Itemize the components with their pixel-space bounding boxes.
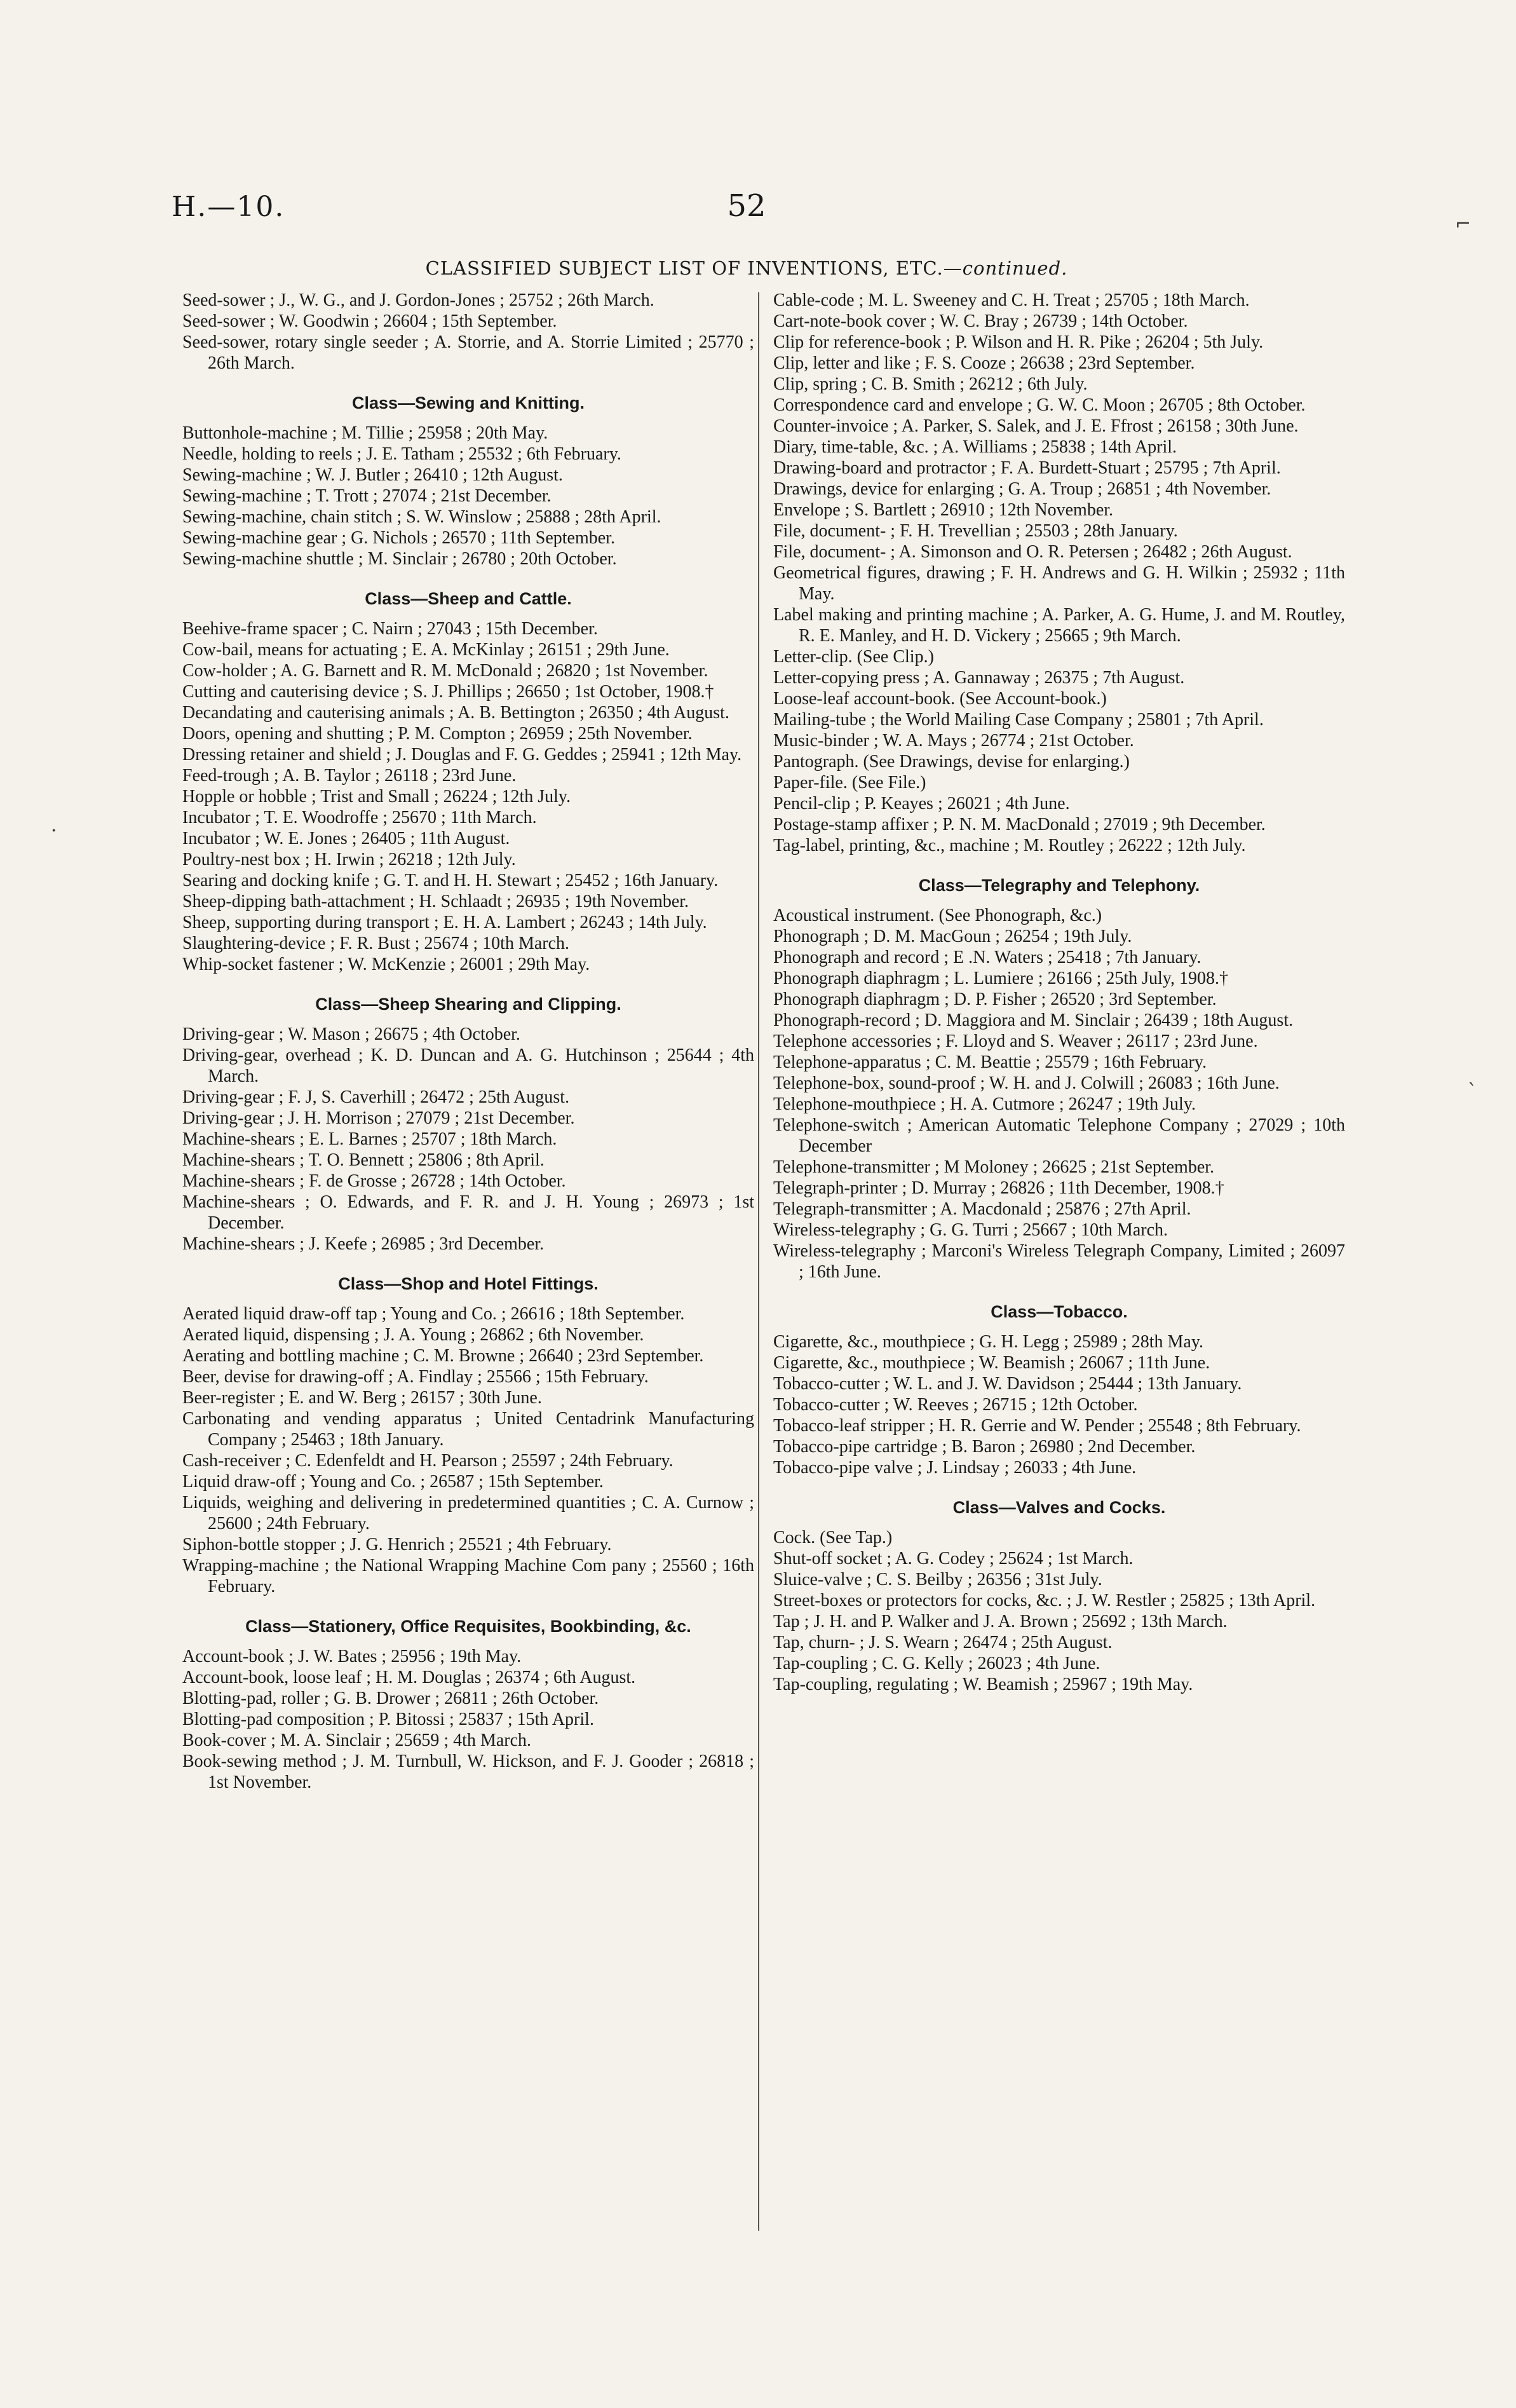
list-item: Drawing-board and protractor ; F. A. Burdett-Stuart ; 25795 ; 7th April. [773, 458, 1281, 478]
list-item: Liquids, weighing and delivering in predetermined quantities ; C. A. Curnow ; 25600 ; 24th February. [182, 1493, 754, 1534]
list-item: Siphon-bottle stopper ; J. G. Henrich ; 25521 ; 4th February. [182, 1535, 612, 1554]
page-title [172, 257, 1322, 279]
section-seed-continued [182, 290, 754, 374]
list-item: Telephone-switch ; American Automatic Telephone Company ; 27029 ; 10th December [773, 1115, 1345, 1156]
list-item: Wireless-telegraphy ; G. G. Turri ; 25667 ; 10th March. [773, 1220, 1168, 1240]
list-item: Cable-code ; M. L. Sweeney and C. H. Treat ; 25705 ; 18th March. [773, 290, 1250, 310]
list-item: Incubator ; W. E. Jones ; 26405 ; 11th August. [182, 829, 510, 848]
list-item: Sluice-valve ; C. S. Beilby ; 26356 ; 31st July. [773, 1570, 1102, 1589]
list-item: Seed-sower ; J., W. G., and J. Gordon-Jones ; 25752 ; 26th March. [182, 290, 654, 310]
list-item: Cash-receiver ; C. Edenfeldt and H. Pearson ; 25597 ; 24th February. [182, 1451, 673, 1471]
section-heading: Class—Telegraphy and Telephony. [918, 876, 1200, 895]
list-item: Doors, opening and shutting ; P. M. Compton ; 26959 ; 25th November. [182, 724, 693, 744]
list-item: Buttonhole-machine ; M. Tillie ; 25958 ; 20th May. [182, 423, 548, 443]
list-item: Account-book ; J. W. Bates ; 25956 ; 19th May. [182, 1647, 522, 1666]
section-heading: Class—Sheep and Cattle. [365, 589, 572, 608]
list-item: Sewing-machine gear ; G. Nichols ; 26570 ; 11th September. [182, 528, 615, 548]
list-item: Driving-gear ; J. H. Morrison ; 27079 ; 21st December. [182, 1108, 575, 1128]
list-item: Machine-shears ; F. de Grosse ; 26728 ; 14th October. [182, 1171, 566, 1191]
list-item: Tobacco-pipe valve ; J. Lindsay ; 26033 ; 4th June. [773, 1458, 1137, 1478]
list-item: Cock. (See Tap.) [773, 1528, 893, 1548]
list-item: Tobacco-cutter ; W. Reeves ; 26715 ; 12th October. [773, 1395, 1138, 1415]
list-item: Cart-note-book cover ; W. C. Bray ; 26739 ; 14th October. [773, 311, 1188, 331]
list-item: Machine-shears ; T. O. Bennett ; 25806 ; 8th April. [182, 1150, 545, 1170]
list-item: File, document- ; F. H. Trevellian ; 25503 ; 28th January. [773, 521, 1178, 541]
list-item: Machine-shears ; E. L. Barnes ; 25707 ; 18th March. [182, 1129, 557, 1149]
list-item: Sewing-machine ; T. Trott ; 27074 ; 21st December. [182, 486, 552, 506]
list-item: Acoustical instrument. (See Phonograph, &c.) [773, 906, 1102, 925]
list-item: Machine-shears ; O. Edwards, and F. R. and J. H. Young ; 26973 ; 1st December. [182, 1192, 754, 1233]
section-sheep [182, 618, 754, 975]
list-item: Cutting and cauterising device ; S. J. Phillips ; 26650 ; 1st October, 1908.† [182, 682, 714, 702]
page-title-main: CLASSIFIED SUBJECT LIST OF INVENTIONS, ETC.— [425, 257, 963, 279]
list-item: Account-book, loose leaf ; H. M. Douglas ; 26374 ; 6th August. [182, 1668, 636, 1687]
list-item: Telephone-mouthpiece ; H. A. Cutmore ; 26247 ; 19th July. [773, 1094, 1196, 1114]
list-item: Seed-sower, rotary single seeder ; A. Storrie, and A. Storrie Limited ; 25770 ; 26th March. [182, 332, 754, 373]
page-number: 52 [727, 188, 766, 224]
list-item: Label making and printing machine ; A. Parker, A. G. Hume, J. and M. Routley, R. E. Manley, and H. D. Vickery ; 25665 ; 9th March. [773, 605, 1345, 646]
list-item: Tobacco-cutter ; W. L. and J. W. Davidson ; 25444 ; 13th January. [773, 1374, 1242, 1394]
list-item: Tag-label, printing, &c., machine ; M. Routley ; 26222 ; 12th July. [773, 836, 1246, 855]
list-item: Beer-register ; E. and W. Berg ; 26157 ; 30th June. [182, 1388, 542, 1408]
section-tobacco [773, 1331, 1345, 1478]
list-item: Beehive-frame spacer ; C. Nairn ; 27043 ; 15th December. [182, 619, 598, 639]
list-item: Seed-sower ; W. Goodwin ; 26604 ; 15th September. [182, 311, 557, 331]
page-header [172, 188, 1322, 235]
margin-mark: ` [1468, 1080, 1477, 1103]
list-item: Telephone accessories ; F. Lloyd and S. Weaver ; 26117 ; 23rd June. [773, 1031, 1258, 1051]
section-heading: Class—Tobacco. [991, 1302, 1128, 1321]
list-item: Music-binder ; W. A. Mays ; 26774 ; 21st October. [773, 731, 1134, 751]
section-shearing [182, 1024, 754, 1255]
list-item: Driving-gear ; W. Mason ; 26675 ; 4th October. [182, 1024, 520, 1044]
list-item: Clip, letter and like ; F. S. Cooze ; 26638 ; 23rd September. [773, 353, 1195, 373]
list-item: Cow-holder ; A. G. Barnett and R. M. McDonald ; 26820 ; 1st November. [182, 661, 708, 681]
list-item: Postage-stamp affixer ; P. N. M. MacDonald ; 27019 ; 9th December. [773, 815, 1266, 834]
list-item: Liquid draw-off ; Young and Co. ; 26587 ; 15th September. [182, 1472, 604, 1492]
section-valves [773, 1527, 1345, 1695]
list-item: Sheep-dipping bath-attachment ; H. Schlaadt ; 26935 ; 19th November. [182, 892, 689, 911]
list-item: Sewing-machine, chain stitch ; S. W. Winslow ; 25888 ; 28th April. [182, 507, 661, 527]
list-item: Cigarette, &c., mouthpiece ; G. H. Legg ; 25989 ; 28th May. [773, 1332, 1204, 1352]
list-item: Wrapping-machine ; the National Wrapping Machine Com pany ; 25560 ; 16th February. [182, 1556, 754, 1596]
left-column [182, 290, 754, 1793]
list-item: Whip-socket fastener ; W. McKenzie ; 26001 ; 29th May. [182, 955, 590, 974]
list-item: Dressing retainer and shield ; J. Douglas and F. G. Geddes ; 25941 ; 12th May. [182, 745, 742, 765]
list-item: Book-cover ; M. A. Sinclair ; 25659 ; 4th March. [182, 1731, 532, 1750]
list-item: Telegraph-transmitter ; A. Macdonald ; 25876 ; 27th April. [773, 1199, 1191, 1219]
section-telegraphy [773, 905, 1345, 1282]
section-stationery [182, 1646, 754, 1793]
list-item: File, document- ; A. Simonson and O. R. Petersen ; 26482 ; 26th August. [773, 542, 1292, 562]
list-item: Tap-coupling, regulating ; W. Beamish ; 25967 ; 19th May. [773, 1675, 1193, 1694]
list-item: Street-boxes or protectors for cocks, &c. ; J. W. Restler ; 25825 ; 13th April. [773, 1591, 1316, 1610]
list-item: Hopple or hobble ; Trist and Small ; 26224 ; 12th July. [182, 787, 571, 806]
section-heading: Class—Shop and Hotel Fittings. [338, 1274, 599, 1293]
list-item: Shut-off socket ; A. G. Codey ; 25624 ; 1st March. [773, 1549, 1134, 1568]
list-item: Envelope ; S. Bartlett ; 26910 ; 12th November. [773, 500, 1114, 520]
document-reference: H.—10. [172, 191, 285, 223]
list-item: Driving-gear, overhead ; K. D. Duncan and A. G. Hutchinson ; 25644 ; 4th March. [182, 1045, 754, 1086]
list-item: Driving-gear ; F. J, S. Caverhill ; 26472 ; 25th August. [182, 1087, 570, 1107]
list-item: Counter-invoice ; A. Parker, S. Salek, and J. E. Ffrost ; 26158 ; 30th June. [773, 416, 1299, 436]
list-item: Phonograph diaphragm ; L. Lumiere ; 26166 ; 25th July, 1908.† [773, 969, 1228, 988]
section-heading: Class—Sewing and Knitting. [351, 393, 585, 412]
margin-mark: ⌐ [1455, 213, 1472, 235]
list-item: Tap, churn- ; J. S. Wearn ; 26474 ; 25th August. [773, 1633, 1113, 1652]
list-item: Feed-trough ; A. B. Taylor ; 26118 ; 23rd June. [182, 766, 517, 786]
list-item: Geometrical figures, drawing ; F. H. Andrews and G. H. Wilkin ; 25932 ; 11th May. [773, 563, 1345, 604]
section-heading: Class—Valves and Cocks. [952, 1498, 1166, 1517]
list-item: Pencil-clip ; P. Keayes ; 26021 ; 4th June. [773, 794, 1070, 813]
list-item: Phonograph diaphragm ; D. P. Fisher ; 26520 ; 3rd September. [773, 990, 1217, 1009]
section-shop [182, 1303, 754, 1597]
list-item: Aerating and bottling machine ; C. M. Browne ; 26640 ; 23rd September. [182, 1346, 704, 1366]
list-item: Needle, holding to reels ; J. E. Tatham ; 25532 ; 6th February. [182, 444, 621, 464]
list-item: Mailing-tube ; the World Mailing Case Company ; 25801 ; 7th April. [773, 710, 1264, 730]
list-item: Tap ; J. H. and P. Walker and J. A. Brown ; 25692 ; 13th March. [773, 1612, 1228, 1631]
list-item: Correspondence card and envelope ; G. W. C. Moon ; 26705 ; 8th October. [773, 395, 1306, 415]
list-item: Sewing-machine ; W. J. Butler ; 26410 ; 12th August. [182, 465, 563, 485]
right-column [773, 290, 1345, 1695]
list-item: Paper-file. (See File.) [773, 773, 926, 792]
list-item: Book-sewing method ; J. M. Turnbull, W. Hickson, and F. J. Gooder ; 26818 ; 1st November. [182, 1752, 754, 1792]
list-item: Diary, time-table, &c. ; A. Williams ; 25838 ; 14th April. [773, 437, 1177, 457]
list-item: Wireless-telegraphy ; Marconi's Wireless Telegraph Company, Limited ; 26097 ; 16th June. [773, 1241, 1345, 1282]
list-item: Machine-shears ; J. Keefe ; 26985 ; 3rd December. [182, 1234, 545, 1254]
list-item: Sewing-machine shuttle ; M. Sinclair ; 26780 ; 20th October. [182, 549, 617, 569]
list-item: Pantograph. (See Drawings, devise for enlarging.) [773, 752, 1130, 772]
margin-mark: · [51, 820, 57, 842]
list-item: Cigarette, &c., mouthpiece ; W. Beamish ; 26067 ; 11th June. [773, 1353, 1210, 1373]
section-stationery-continued [773, 290, 1345, 856]
list-item: Aerated liquid draw-off tap ; Young and Co. ; 26616 ; 18th September. [182, 1304, 685, 1324]
list-item: Telephone-box, sound-proof ; W. H. and J. Colwill ; 26083 ; 16th June. [773, 1073, 1280, 1093]
list-item: Beer, devise for drawing-off ; A. Findlay ; 25566 ; 15th February. [182, 1367, 649, 1387]
list-item: Searing and docking knife ; G. T. and H. H. Stewart ; 25452 ; 16th January. [182, 871, 719, 890]
list-item: Tobacco-pipe cartridge ; B. Baron ; 26980 ; 2nd December. [773, 1437, 1196, 1457]
list-item: Telephone-transmitter ; M Moloney ; 26625 ; 21st September. [773, 1157, 1215, 1177]
list-item: Decandating and cauterising animals ; A. B. Bettington ; 26350 ; 4th August. [182, 703, 729, 723]
list-item: Telephone-apparatus ; C. M. Beattie ; 25579 ; 16th February. [773, 1052, 1207, 1072]
section-sewing [182, 423, 754, 569]
list-item: Cow-bail, means for actuating ; E. A. McKinlay ; 26151 ; 29th June. [182, 640, 670, 660]
list-item: Drawings, device for enlarging ; G. A. Troup ; 26851 ; 4th November. [773, 479, 1271, 499]
list-item: Phonograph ; D. M. MacGoun ; 26254 ; 19th July. [773, 927, 1132, 946]
list-item: Slaughtering-device ; F. R. Bust ; 25674 ; 10th March. [182, 934, 570, 953]
list-item: Carbonating and vending apparatus ; United Centadrink Manufacturing Company ; 25463 ; 18th January. [182, 1409, 754, 1450]
list-item: Clip, spring ; C. B. Smith ; 26212 ; 6th July. [773, 374, 1088, 394]
list-item: Phonograph-record ; D. Maggiora and M. Sinclair ; 26439 ; 18th August. [773, 1010, 1294, 1030]
list-item: Aerated liquid, dispensing ; J. A. Young ; 26862 ; 6th November. [182, 1325, 644, 1345]
list-item: Letter-clip. (See Clip.) [773, 647, 934, 667]
list-item: Clip for reference-book ; P. Wilson and H. R. Pike ; 26204 ; 5th July. [773, 332, 1264, 352]
list-item: Blotting-pad composition ; P. Bitossi ; 25837 ; 15th April. [182, 1710, 594, 1729]
list-item: Tap-coupling ; C. G. Kelly ; 26023 ; 4th June. [773, 1654, 1100, 1673]
list-item: Loose-leaf account-book. (See Account-book.) [773, 689, 1107, 709]
list-item: Tobacco-leaf stripper ; H. R. Gerrie and W. Pender ; 25548 ; 8th February. [773, 1416, 1301, 1436]
section-heading: Class—Sheep Shearing and Clipping. [315, 995, 621, 1014]
list-item: Poultry-nest box ; H. Irwin ; 26218 ; 12th July. [182, 850, 516, 869]
list-item: Incubator ; T. E. Woodroffe ; 25670 ; 11th March. [182, 808, 537, 827]
list-item: Sheep, supporting during transport ; E. H. A. Lambert ; 26243 ; 14th July. [182, 913, 707, 932]
list-item: Phonograph and record ; E .N. Waters ; 25418 ; 7th January. [773, 948, 1201, 967]
page-title-suffix: continued. [962, 257, 1068, 279]
section-heading: Class—Stationery, Office Requisites, Bookbinding, &c. [245, 1617, 691, 1636]
list-item: Telegraph-printer ; D. Murray ; 26826 ; 11th December, 1908.† [773, 1178, 1224, 1198]
list-item: Letter-copying press ; A. Gannaway ; 26375 ; 7th August. [773, 668, 1185, 688]
list-item: Blotting-pad, roller ; G. B. Drower ; 26811 ; 26th October. [182, 1689, 599, 1708]
column-divider [758, 292, 759, 2231]
